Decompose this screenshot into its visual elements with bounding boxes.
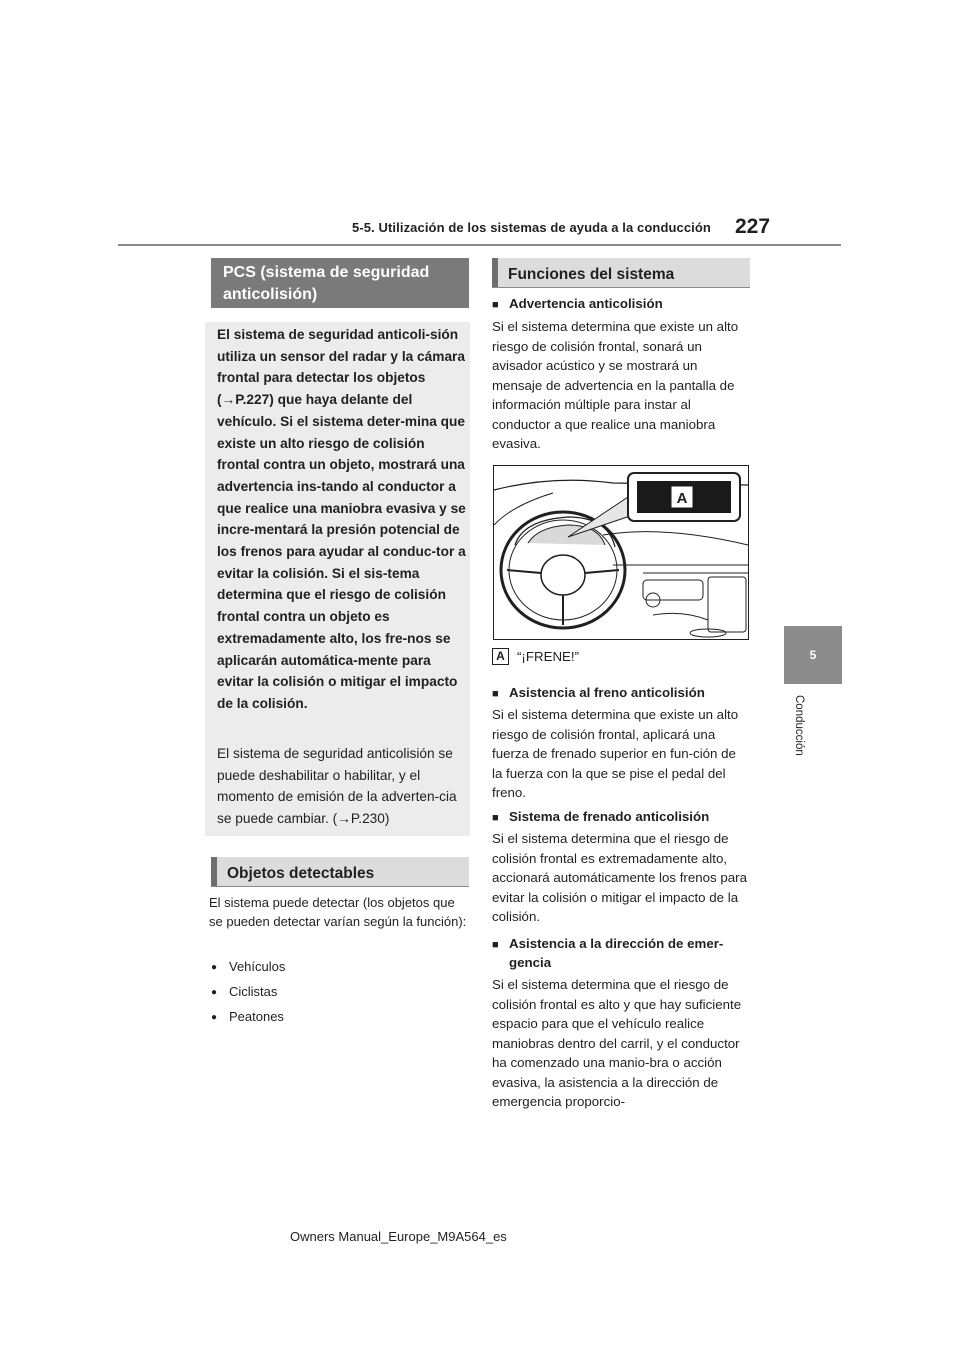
dashboard-drawing xyxy=(493,465,749,640)
warning-title: ■ Advertencia anticolisión xyxy=(492,294,747,315)
braking-system-text: Si el sistema determina que el riesgo de colisión frontal es extremadamente alto, accionará automáticamente los frenos para evitar la colisión o mitigar el impacto de la colisión. xyxy=(492,831,747,924)
dashboard-illustration xyxy=(493,465,749,640)
list-item-label: Ciclistas xyxy=(229,984,278,999)
caption-text: “¡FRENE!” xyxy=(517,649,580,664)
header-section-title: 5-5. Utilización de los sistemas de ayuda a la conducción xyxy=(352,220,711,235)
heading-underline xyxy=(211,886,469,887)
detectable-objects-text: El sistema puede detectar (los objetos que se pueden detectar varían según la función): xyxy=(209,895,467,929)
list-item xyxy=(211,1005,461,1030)
chapter-tab-number: 5 xyxy=(784,626,842,684)
list-item-label: Peatones xyxy=(229,1009,284,1024)
list-item xyxy=(211,980,461,1005)
caption-badge: A xyxy=(492,648,509,665)
brake-assist-title: ■ Asistencia al freno anticolisión xyxy=(492,683,747,704)
brake-assist-text: Si el sistema determina que existe un alto riesgo de colisión frontal, aplicará una fuerza de frenado superior en fun-ción de la fuerza con la que se pise el pedal del freno. xyxy=(492,707,739,800)
pcs-section-heading: PCS (sistema de seguridad anticolisión) xyxy=(211,258,469,308)
detectable-objects-heading: Objetos detectables xyxy=(211,857,469,887)
braking-system-title: ■ Sistema de frenado anticolisión xyxy=(492,807,747,828)
list-item xyxy=(211,955,461,980)
intro-bold-text: El sistema de seguridad anticoli-sión utiliza un sensor del radar y la cámara frontal para detectar los objetos (→P.227) que haya delante del vehículo. Si el sistema deter-mina que existe un alto riesgo de colisión frontal contra un objeto, mostrará una advertencia ins-tando al conductor a que realice una maniobra evasiva y se incre-mentará la presión potencial de los frenos para ayudar al conduc-tor a evitar la colisión. Si el sis-tema determina que el riesgo de colisión frontal contra un objeto es extremadamente alto, los fre-nos se aplicarán automática-mente para evitar la colisión o mitigar el impacto de la colisión. xyxy=(217,327,466,711)
detectable-objects-list xyxy=(211,955,461,1030)
list-item-label: Vehículos xyxy=(229,959,286,974)
steering-assist-text: Si el sistema determina que el riesgo de colisión frontal es alto y que hay suficiente espacio para que el vehículo realice maniobras dentro del carril, y el conductor ha comenzado una manio-bra o acción evasiva, la asistencia a la dirección de emergencia proporcio- xyxy=(492,977,742,1109)
system-functions-heading: Funciones del sistema xyxy=(492,258,750,288)
steering-assist-title-cont: gencia xyxy=(509,955,552,970)
illustration-caption xyxy=(492,648,747,665)
header-divider xyxy=(118,244,841,246)
chapter-tab-label: Conducción xyxy=(793,695,805,756)
intro-normal-text: El sistema de seguridad anticolisión se puede deshabilitar o habilitar, y el momento de emisión de la adverten-cia se puede cambiar. (→P.230) xyxy=(217,746,457,827)
footer-manual-id: Owners Manual_Europe_M9A564_es xyxy=(290,1229,507,1244)
callout-label: A xyxy=(676,490,688,507)
heading-underline xyxy=(492,287,750,288)
page-number: 227 xyxy=(735,215,771,238)
steering-assist-title: ■ Asistencia a la dirección de emer- xyxy=(492,934,747,955)
warning-text: Si el sistema determina que existe un alto riesgo de colisión frontal, sonará un avisador acústico y se mostrará un mensaje de advertencia en la pantalla de información múltiple para instar al conductor a que realice una maniobra evasiva. xyxy=(492,319,739,451)
